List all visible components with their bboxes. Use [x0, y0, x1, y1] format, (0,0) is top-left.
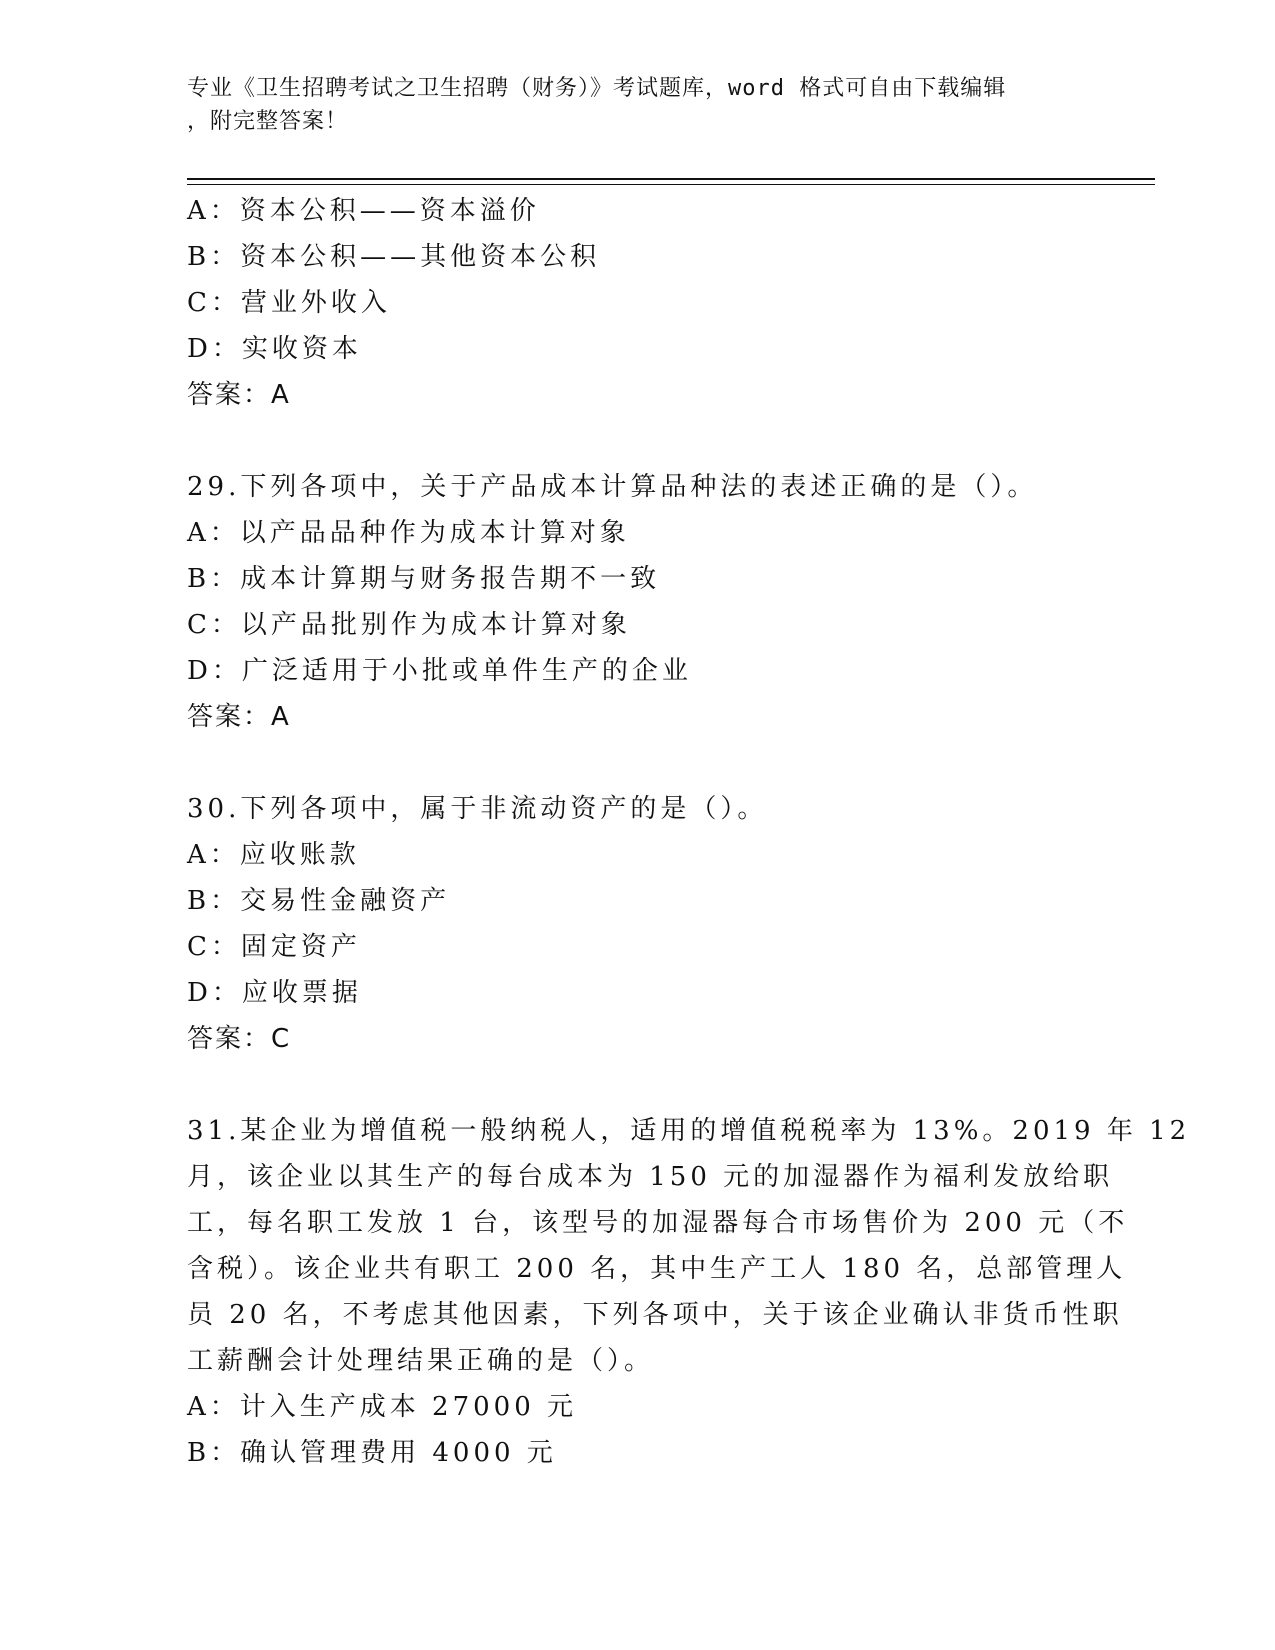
- spacer: [187, 418, 1087, 464]
- question-stem: 29.下列各项中，关于产品成本计算品种法的表述正确的是（）。: [187, 472, 1038, 502]
- document-header: [187, 72, 1087, 138]
- question-stem-line: 工薪酬会计处理结果正确的是（）。: [187, 1346, 655, 1376]
- question-stem-line: 31.某企业为增值税一般纳税人，适用的增值税税率为 13%。2019 年 12: [187, 1116, 1191, 1146]
- option-a: A：资本公积——资本溢价: [187, 196, 540, 226]
- option-a: A：应收账款: [187, 840, 360, 870]
- question-stem-line: 含税）。该企业共有职工 200 名，其中生产工人 180 名，总部管理人: [187, 1254, 1127, 1284]
- question-28: [187, 188, 1087, 418]
- header-rule-thick: [187, 178, 1155, 180]
- question-stem-line: 月，该企业以其生产的每台成本为 150 元的加湿器作为福利发放给职: [187, 1162, 1114, 1192]
- option-c: C：以产品批别作为成本计算对象: [187, 610, 631, 640]
- question-list: [187, 188, 1191, 1476]
- option-b: B：交易性金融资产: [187, 886, 451, 916]
- option-d: D：实收资本: [187, 334, 362, 364]
- question-31: [187, 1108, 1191, 1476]
- header-rule-thin: [187, 184, 1155, 185]
- spacer: [187, 1062, 1087, 1108]
- spacer: [187, 740, 1087, 786]
- option-b: B：确认管理费用 4000 元: [187, 1438, 557, 1468]
- option-d: D：应收票据: [187, 978, 362, 1008]
- answer-line: 答案：A: [187, 702, 291, 732]
- option-d: D：广泛适用于小批或单件生产的企业: [187, 656, 692, 686]
- question-stem-line: 员 20 名，不考虑其他因素，下列各项中，关于该企业确认非货币性职: [187, 1300, 1123, 1330]
- option-c: C：固定资产: [187, 932, 361, 962]
- question-stem-line: 工，每名职工发放 1 台，该型号的加湿器每合市场售价为 200 元（不: [187, 1208, 1129, 1238]
- question-stem: 30.下列各项中，属于非流动资产的是（）。: [187, 794, 768, 824]
- question-29: [187, 464, 1087, 740]
- option-b: B：成本计算期与财务报告期不一致: [187, 564, 661, 594]
- option-c: C：营业外收入: [187, 288, 391, 318]
- header-line-2: ，附完整答案！: [187, 109, 349, 134]
- header-line-1: 专业《卫生招聘考试之卫生招聘（财务）》考试题库，word 格式可自由下载编辑: [187, 76, 1007, 101]
- question-30: [187, 786, 1087, 1062]
- answer-line: 答案：A: [187, 380, 291, 410]
- option-a: A：计入生产成本 27000 元: [187, 1392, 578, 1422]
- option-b: B：资本公积——其他资本公积: [187, 242, 601, 272]
- answer-line: 答案：C: [187, 1024, 292, 1054]
- option-a: A：以产品品种作为成本计算对象: [187, 518, 630, 548]
